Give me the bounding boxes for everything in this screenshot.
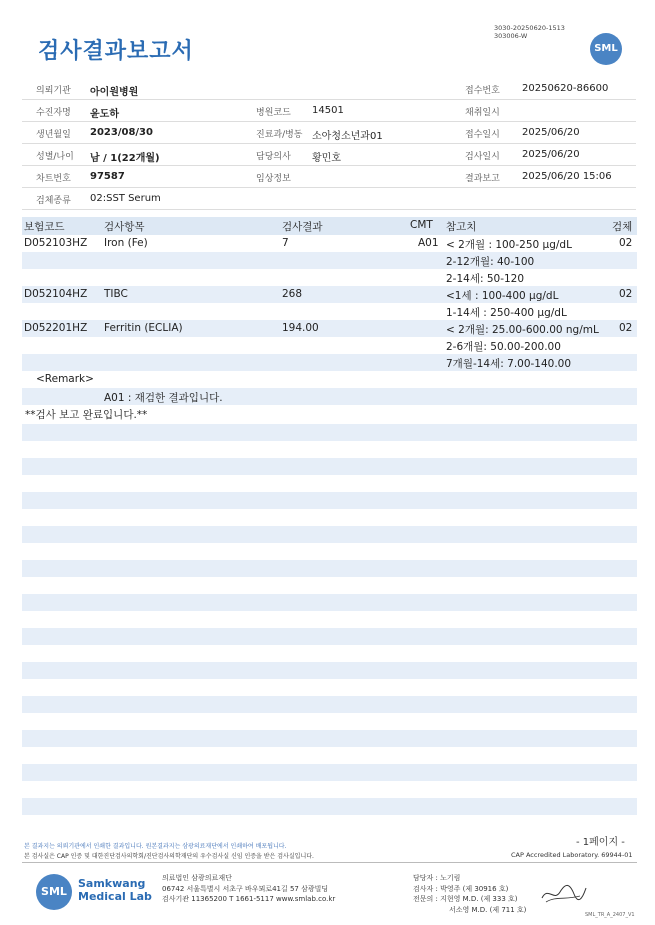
remark-text: A01 : 재검한 결과입니다. xyxy=(104,392,223,404)
remark-row xyxy=(22,388,637,405)
document-code: 303006-W xyxy=(494,32,528,40)
brand-name xyxy=(78,877,152,903)
header-item: 검사항목 xyxy=(104,221,145,233)
receipt-date-value: 2025/06/20 xyxy=(522,127,580,138)
collect-date-label: 채취일시 xyxy=(465,108,500,118)
cell-code: D052103HZ xyxy=(24,237,88,249)
address-line: 의료법인 삼광의료재단 xyxy=(162,874,232,882)
staff-line: 전문의 : 지현영 M.D. (제 333 호) xyxy=(413,895,518,903)
cell-result: 268 xyxy=(282,288,303,300)
cell-cmt: A01 xyxy=(418,237,439,249)
header-result: 검사결과 xyxy=(282,221,323,233)
report-date-label: 결과보고 xyxy=(465,174,500,184)
cell-ref: 7개월-14세: 7.00-140.00 xyxy=(446,358,572,370)
info-row xyxy=(22,166,636,188)
birth-label: 생년월일 xyxy=(36,130,71,140)
receipt-no-value: 20250620-86600 xyxy=(522,83,609,94)
hospital-value: 아이원병원 xyxy=(90,87,139,98)
info-row xyxy=(22,100,636,122)
document-code: 3030-20250620-1513 xyxy=(494,24,565,32)
ruled-band xyxy=(22,526,637,543)
ruled-band xyxy=(22,594,637,611)
clinical-label: 임상정보 xyxy=(256,174,291,184)
cell-ref: < 2개월 : 100-250 μg/dL xyxy=(446,239,572,251)
receipt-no-label: 접수번호 xyxy=(465,86,500,96)
signature-image xyxy=(540,880,588,906)
results-table xyxy=(22,217,637,422)
cell-code: D052201HZ xyxy=(24,322,88,334)
footer-divider xyxy=(22,862,637,863)
address-line: 검사기관 11365200 T 1661-5117 www.smlab.co.kr xyxy=(162,895,336,903)
staff-line: 검사자 : 박영주 (제 30916 호) xyxy=(413,884,509,893)
table-row xyxy=(22,269,637,286)
chart-no-label: 차트번호 xyxy=(36,174,71,184)
lab-address xyxy=(162,873,335,905)
staff-line: 담당자 : 노기림 xyxy=(413,874,461,882)
specimen-label: 검체종류 xyxy=(36,196,71,206)
remark-label-row xyxy=(22,371,637,388)
table-row xyxy=(22,286,637,303)
hospital-label: 의뢰기관 xyxy=(36,86,71,96)
info-row xyxy=(22,188,636,210)
sex-age-value: 남 / 1(22개월) xyxy=(90,153,160,164)
header-ref: 참고치 xyxy=(446,221,477,233)
info-row xyxy=(22,78,636,100)
table-header xyxy=(22,217,637,235)
cell-item: Ferritin (ECLIA) xyxy=(104,322,183,334)
page-number: - 1페이지 - xyxy=(576,837,625,848)
dept-value: 소아청소년과01 xyxy=(312,131,383,142)
cell-ref: 2-12개월: 40-100 xyxy=(446,256,535,268)
cell-ref: <1세 : 100-400 μg/dL xyxy=(446,290,559,302)
table-row xyxy=(22,337,637,354)
hospital-code-value: 14501 xyxy=(312,105,344,116)
ruled-band xyxy=(22,764,637,781)
header-specimen: 검체 xyxy=(612,221,633,233)
table-row xyxy=(22,303,637,320)
cell-specimen: 02 xyxy=(619,288,633,300)
chart-no-value: 97587 xyxy=(90,171,125,182)
document-codes xyxy=(494,24,565,40)
table-row xyxy=(22,252,637,269)
specimen-value: 02:SST Serum xyxy=(90,193,161,204)
remark-label: <Remark> xyxy=(36,373,94,385)
brand-line: Samkwang xyxy=(78,877,146,890)
ruled-band xyxy=(22,628,637,645)
patient-label: 수진자명 xyxy=(36,108,71,118)
ruled-band xyxy=(22,662,637,679)
cell-code: D052104HZ xyxy=(24,288,88,300)
test-date-value: 2025/06/20 xyxy=(522,149,580,160)
cell-result: 194.00 xyxy=(282,322,319,334)
cell-result: 7 xyxy=(282,237,289,249)
header-cmt: CMT xyxy=(410,219,433,231)
staff-list xyxy=(413,873,526,915)
cell-item: TIBC xyxy=(104,288,128,300)
table-row xyxy=(22,354,637,371)
test-date-label: 검사일시 xyxy=(465,152,500,162)
sml-footer-logo: SML xyxy=(36,874,72,910)
receipt-date-label: 접수일시 xyxy=(465,130,500,140)
report-date-value: 2025/06/20 15:06 xyxy=(522,171,612,182)
doctor-value: 황민호 xyxy=(312,153,341,164)
sml-logo: SML xyxy=(590,33,622,65)
document-id: SML_TR_A_2407_V1 xyxy=(585,912,635,918)
ruled-band xyxy=(22,798,637,815)
ruled-band xyxy=(22,424,637,441)
hospital-code-label: 병원코드 xyxy=(256,108,291,118)
ruled-band xyxy=(22,560,637,577)
header-code: 보험코드 xyxy=(24,221,65,233)
print-notice: 본 결과지는 의뢰기관에서 인쇄한 결과입니다. 원본결과지는 삼광의료재단에서 인쇄하여 배포됩니다. xyxy=(24,843,287,850)
report-title: 검사결과보고서 xyxy=(38,39,194,64)
staff-line: 서소영 M.D. (제 711 호) xyxy=(449,905,527,914)
complete-row xyxy=(22,405,637,422)
ruled-band xyxy=(22,458,637,475)
birth-value: 2023/08/30 xyxy=(90,127,153,138)
brand-line: Medical Lab xyxy=(78,890,152,903)
cap-accreditation: CAP Accredited Laboratory. 69944-01 xyxy=(511,851,633,859)
sex-age-label: 성별/나이 xyxy=(36,152,74,162)
cell-ref: 2-14세: 50-120 xyxy=(446,273,525,285)
certification-notice: 본 검사실은 CAP 인증 및 대한진단검사의학회/진단검사의학재단의 우수검사실 신임 인증을 받은 검사실입니다. xyxy=(24,853,314,860)
doctor-label: 담당의사 xyxy=(256,152,291,162)
table-row xyxy=(22,235,637,252)
dept-label: 진료과/병동 xyxy=(256,130,303,140)
cell-item: Iron (Fe) xyxy=(104,237,148,249)
complete-text: **검사 보고 완료입니다.** xyxy=(25,409,148,421)
patient-info xyxy=(22,78,636,210)
cell-specimen: 02 xyxy=(619,237,633,249)
ruled-band xyxy=(22,730,637,747)
ruled-band xyxy=(22,492,637,509)
cell-specimen: 02 xyxy=(619,322,633,334)
info-row xyxy=(22,122,636,144)
patient-value: 윤도하 xyxy=(90,109,119,120)
cell-ref: 1-14세 : 250-400 μg/dL xyxy=(446,307,567,319)
table-row xyxy=(22,320,637,337)
info-row xyxy=(22,144,636,166)
address-line: 06742 서울특별시 서초구 바우뫼로41길 57 삼광빌딩 xyxy=(162,884,329,893)
cell-ref: 2-6개월: 50.00-200.00 xyxy=(446,341,561,353)
ruled-band xyxy=(22,696,637,713)
cell-ref: < 2개월: 25.00-600.00 ng/mL xyxy=(446,324,599,336)
